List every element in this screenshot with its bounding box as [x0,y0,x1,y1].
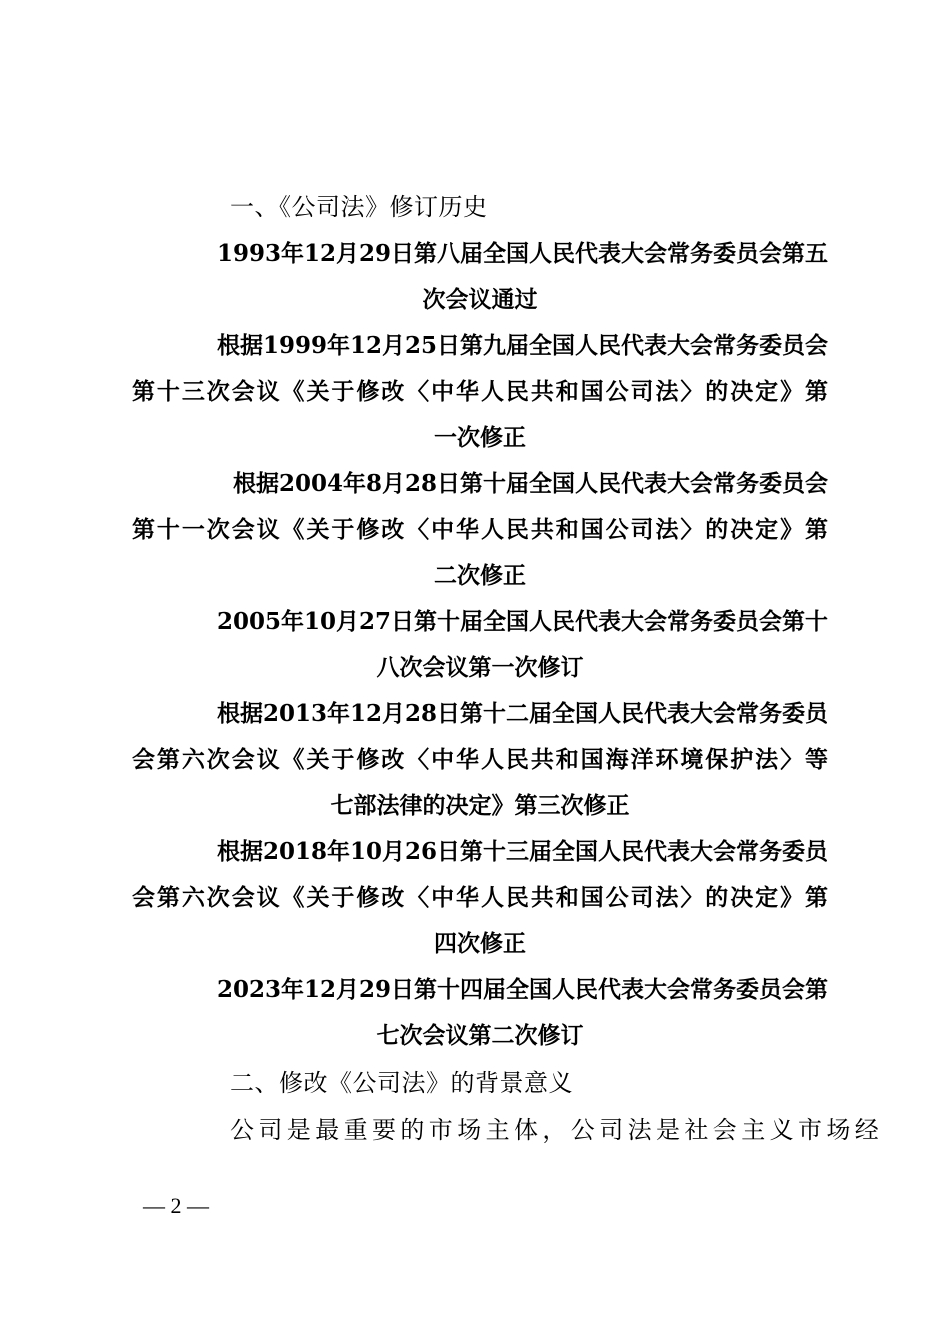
history-entry-line: 2005年10月27日第十届全国人民代表大会常务委员会第十 [216,608,828,635]
history-entry-line: 根据2018年10月26日第十三届全国人民代表大会常务委员 [216,838,828,865]
history-entry-line: 七次会议第二次修订 [376,1022,584,1049]
history-entry-line: 一次修正 [434,424,526,451]
history-entry-line: 会第六次会议《关于修改〈中华人民共和国公司法〉的决定》第 [132,884,828,911]
history-entry-line: 七部法律的决定》第三次修正 [330,792,630,819]
history-entry-line: 根据1999年12月25日第九届全国人民代表大会常务委员会 [216,332,828,359]
history-entry-line: 会第六次会议《关于修改〈中华人民共和国海洋环境保护法〉等 [132,746,828,773]
section-1-heading: 一、《公司法》修订历史 [230,193,488,221]
history-entry-line: 第十三次会议《关于修改〈中华人民共和国公司法〉的决定》第 [132,378,828,405]
history-entry-5 [132,691,828,829]
history-entry-line: 2023年12月29日第十四届全国人民代表大会常务委员会第 [216,976,828,1003]
history-entry-line: 根据2004年8月28日第十届全国人民代表大会常务委员会 [232,470,828,497]
section-2-paragraph: 公司是最重要的市场主体，公司法是社会主义市场经 [230,1116,884,1144]
history-entry-line: 二次修正 [434,562,526,589]
history-entry-6 [132,829,828,967]
section-2-heading: 二、修改《公司法》的背景意义 [230,1069,573,1097]
history-entry-line: 次会议通过 [422,286,538,313]
history-entry-2 [132,323,828,461]
history-entry-line: 八次会议第一次修订 [376,654,584,681]
history-entry-7 [132,967,828,1059]
history-entry-4 [132,599,828,691]
history-entry-line: 第十一次会议《关于修改〈中华人民共和国公司法〉的决定》第 [132,516,828,543]
history-entry-3 [132,461,828,599]
history-entry-1 [132,231,828,323]
history-entry-line: 四次修正 [434,930,526,957]
page-number: — 2 — [143,1193,209,1218]
history-entry-line: 根据2013年12月28日第十二届全国人民代表大会常务委员 [216,700,828,727]
history-entry-line: 1993年12月29日第八届全国人民代表大会常务委员会第五 [216,240,828,267]
